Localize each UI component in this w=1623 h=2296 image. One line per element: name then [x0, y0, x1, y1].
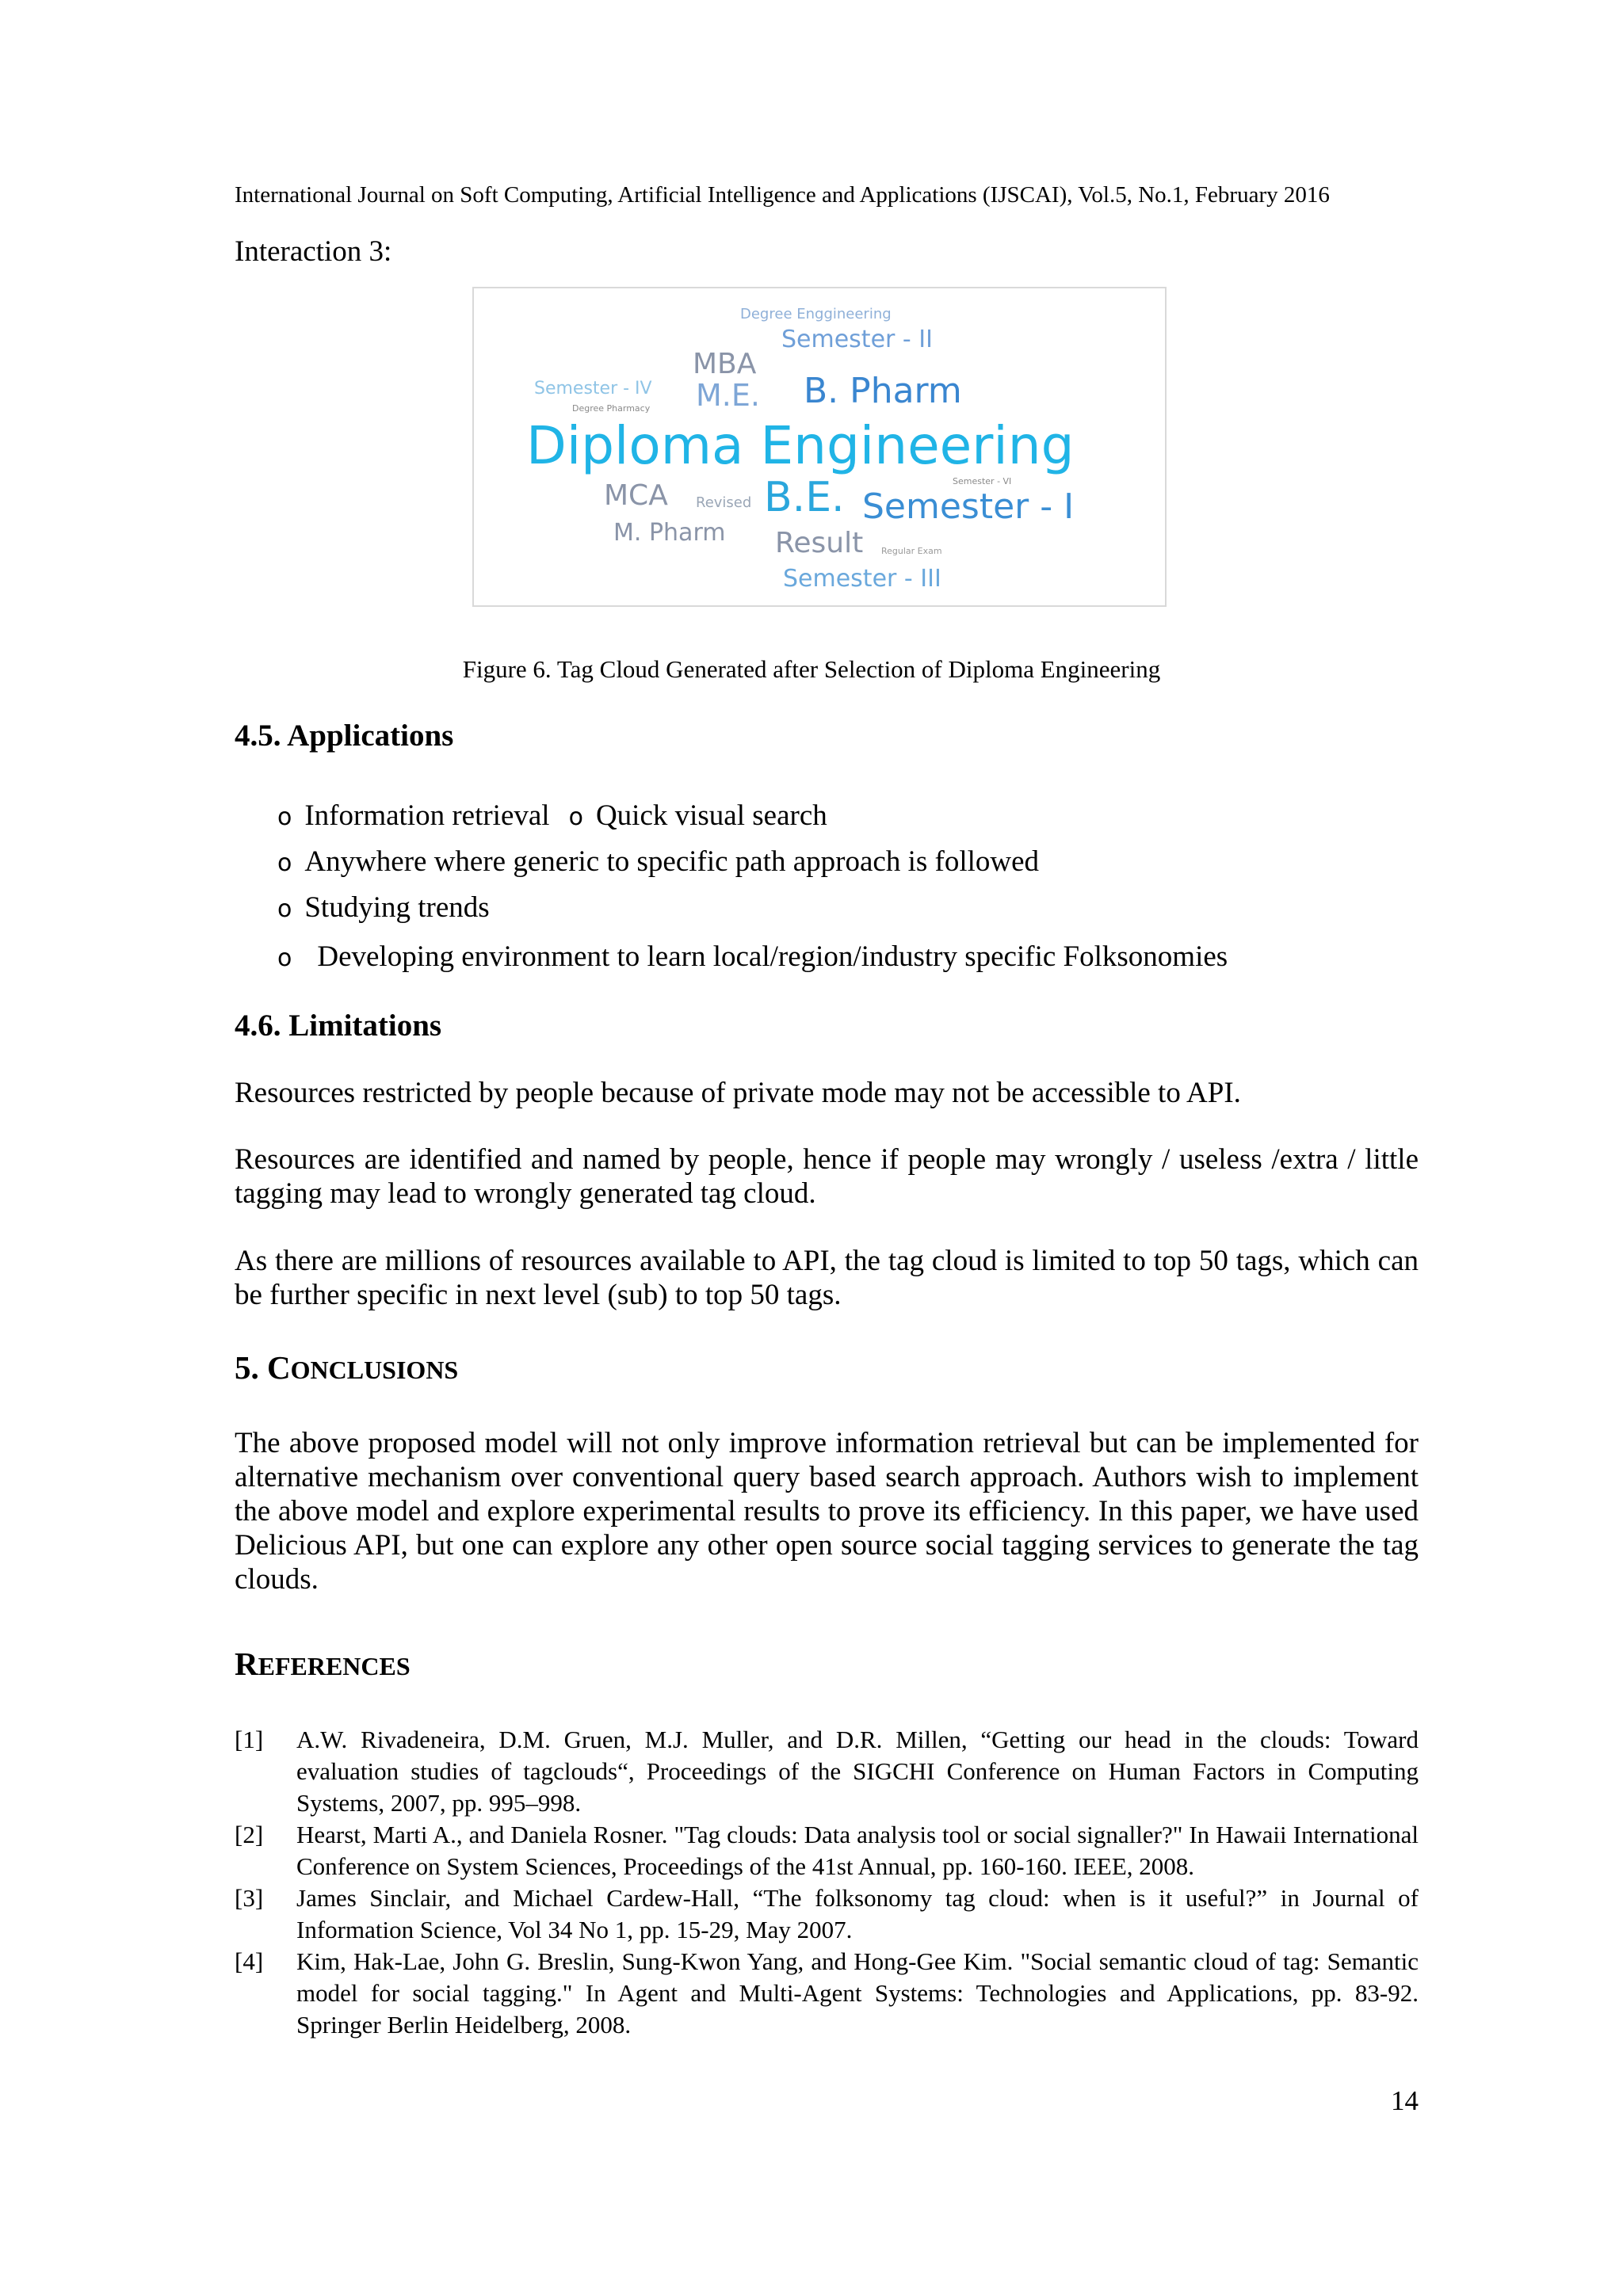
section-heading-limitations: 4.6. Limitations	[235, 1009, 442, 1043]
list-item-text: Anywhere where generic to specific path approach is followed	[304, 845, 1040, 878]
reference-number: [2]	[235, 1821, 264, 1848]
heading-rest: ONCLUSIONS	[290, 1356, 459, 1384]
list-item	[277, 891, 490, 925]
list-item-text: Developing environment to learn local/region/industry specific Folksonomies	[317, 940, 1228, 973]
tag-m-pharm: M. Pharm	[613, 519, 726, 547]
reference-item	[235, 1946, 1419, 2041]
reference-text: Hearst, Marti A., and Daniela Rosner. "Tag clouds: Data analysis tool or social signaller?" In Hawaii International Conference on System Sciences, Proceedings of the 41st Annual, pp. 160-160. IEEE, 2008.	[296, 1821, 1419, 1880]
list-item-text: Quick visual search	[595, 799, 827, 832]
interaction-label: Interaction 3:	[235, 235, 392, 268]
reference-text: A.W. Rivadeneira, D.M. Gruen, M.J. Muller, and D.R. Millen, “Getting our head in the clouds: Toward evaluation studies of tagclouds“, Proceedings of the SIGCHI Conference on Human Factors in Computing Systems, 2007, pp. 995–998.	[296, 1726, 1419, 1817]
reference-text: James Sinclair, and Michael Cardew-Hall, “The folksonomy tag cloud: when is it useful?” in Journal of Information Science, Vol 34 No 1, pp. 15-29, May 2007.	[296, 1884, 1419, 1943]
figure-caption: Figure 6. Tag Cloud Generated after Selection of Diploma Engineering	[462, 655, 1161, 683]
list-item-text: Information retrieval	[304, 799, 550, 832]
page-number: 14	[1391, 2085, 1419, 2116]
bullet-icon: o	[277, 895, 292, 923]
reference-number: [3]	[235, 1884, 264, 1912]
list-item-text: Studying trends	[304, 891, 490, 924]
tag-mba: MBA	[693, 348, 757, 380]
heading-rest: EFERENCES	[258, 1652, 411, 1680]
heading-number: 5.	[235, 1349, 267, 1386]
tag-degree-pharmacy: Degree Pharmacy	[572, 403, 651, 414]
limitations-paragraph-3: As there are millions of resources available to API, the tag cloud is limited to top 50 tags, which can be further specific in next level (sub) to top 50 tags.	[235, 1245, 1419, 1311]
tag-diploma-engineering: Diploma Engineering	[526, 415, 1075, 476]
bullet-icon: o	[568, 803, 583, 831]
reference-item	[235, 1724, 1419, 1819]
limitations-paragraph-2: Resources are identified and named by people, hence if people may wrongly / useless /extra / little tagging may lead to wrongly generated tag cloud.	[235, 1143, 1419, 1210]
tag-semester-iv: Semester - IV	[534, 379, 652, 399]
heading-initial: R	[235, 1646, 258, 1682]
reference-number: [1]	[235, 1726, 264, 1753]
references-list	[235, 1724, 1419, 2041]
tag-mca: MCA	[604, 479, 668, 512]
bullet-icon: o	[277, 849, 292, 877]
tag-revised: Revised	[696, 494, 752, 511]
reference-item	[235, 1819, 1419, 1882]
tag-me: M.E.	[696, 378, 760, 413]
tag-semester-iii: Semester - III	[783, 565, 941, 593]
tag-degree-enggineering: Degree Enggineering	[740, 306, 892, 322]
limitations-paragraph-1: Resources restricted by people because of private mode may not be accessible to API.	[235, 1077, 1241, 1109]
section-heading-conclusions	[235, 1348, 458, 1386]
section-heading-applications: 4.5. Applications	[235, 719, 454, 753]
reference-text: Kim, Hak-Lae, John G. Breslin, Sung-Kwon Yang, and Hong-Gee Kim. "Social semantic cloud of tag: Semantic model for social tagging." In Agent and Multi-Agent Systems: Technologies and Applications, pp. 83-92. Springer Berlin Heidelberg, 2008.	[296, 1947, 1419, 2039]
list-item	[277, 940, 1228, 974]
tag-be: B.E.	[764, 474, 845, 521]
tag-semester-ii: Semester - II	[781, 326, 933, 353]
reference-number: [4]	[235, 1947, 264, 1975]
tag-b-pharm: B. Pharm	[804, 371, 962, 411]
tag-semester-i: Semester - I	[862, 486, 1075, 527]
list-item	[277, 845, 1039, 879]
tag-result: Result	[775, 527, 864, 559]
tag-regular-exam: Regular Exam	[881, 546, 942, 556]
bullet-icon: o	[277, 803, 292, 831]
running-header: International Journal on Soft Computing, Artificial Intelligence and Applications (IJSCAI), Vol.5, No.1, February 2016	[235, 182, 1330, 208]
bullet-icon: o	[277, 944, 292, 972]
reference-item	[235, 1882, 1419, 1946]
list-item	[277, 799, 827, 833]
heading-initial: C	[267, 1349, 291, 1386]
section-heading-references	[235, 1645, 411, 1683]
conclusions-paragraph: The above proposed model will not only improve information retrieval but can be implemented for alternative mechanism over conventional query based search approach. Authors wish to implement the above model and explore experimental results to prove its efficiency. In this paper, we have used Delicious API, but one can explore any other open source social tagging services to generate the tag clouds.	[235, 1427, 1419, 1596]
tag-cloud-figure	[472, 287, 1167, 607]
tag-semester-vi: Semester - VI	[953, 476, 1012, 486]
